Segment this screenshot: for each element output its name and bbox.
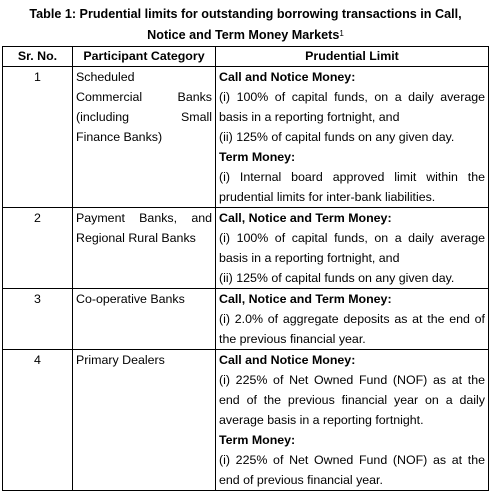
category-line: Finance Banks) <box>76 130 163 144</box>
sr-no-cell: 2 <box>3 208 73 289</box>
limit-heading: Call and Notice Money: <box>219 353 356 367</box>
caption-line-2-text: Notice and Term Money Markets <box>147 28 340 42</box>
limit-heading: Term Money: <box>219 150 296 164</box>
table-caption <box>0 0 491 46</box>
table-row <box>3 208 489 289</box>
participant-category-cell <box>73 208 216 289</box>
category-line: Payment Banks, and <box>76 211 212 225</box>
prudential-limit-cell <box>216 350 489 491</box>
limit-heading: Call, Notice and Term Money: <box>219 211 392 225</box>
sr-no-cell: 4 <box>3 350 73 491</box>
limit-item: (ii) 125% of capital funds on any given day. <box>219 271 455 285</box>
limit-heading: Call, Notice and Term Money: <box>219 292 392 306</box>
caption-line-1: Table 1: Prudential limits for outstanding borrowing transactions in Call, <box>29 7 462 21</box>
table-row <box>3 289 489 350</box>
prudential-limit-cell <box>216 289 489 350</box>
header-row <box>3 47 489 67</box>
sr-no-cell: 3 <box>3 289 73 350</box>
limit-item: (ii) 125% of capital funds on any given day. <box>219 130 455 144</box>
header-sr-no: Sr. No. <box>3 47 73 67</box>
limit-item: (i) Internal board approved limit within the prudential limits for inter-bank liabilities. <box>219 170 485 204</box>
limit-heading: Term Money: <box>219 433 296 447</box>
category-line: Primary Dealers <box>76 353 165 367</box>
limit-item: (i) 100% of capital funds, on a daily average basis in a reporting fortnight, and <box>219 90 485 124</box>
table-body <box>3 67 489 491</box>
participant-category-cell <box>73 67 216 208</box>
table-row <box>3 67 489 208</box>
category-line: Scheduled <box>76 70 135 84</box>
limit-item: (i) 225% of Net Owned Fund (NOF) as at the end of the previous financial year on a daily average basis in a reporting fortnight. <box>219 373 485 427</box>
caption-line-2 <box>0 25 491 46</box>
prudential-limit-cell <box>216 208 489 289</box>
limit-heading: Call and Notice Money: <box>219 70 356 84</box>
category-line: (including Small <box>76 110 212 124</box>
header-participant-category: Participant Category <box>73 47 216 67</box>
category-line: Commercial Banks <box>76 90 212 104</box>
prudential-limit-cell <box>216 67 489 208</box>
category-line: Regional Rural Banks <box>76 231 196 245</box>
participant-category-cell <box>73 289 216 350</box>
prudential-limits-table <box>2 46 489 491</box>
sr-no-cell: 1 <box>3 67 73 208</box>
header-prudential-limit: Prudential Limit <box>216 47 489 67</box>
category-line: Co-operative Banks <box>76 292 185 306</box>
table-row <box>3 350 489 491</box>
limit-item: (i) 100% of capital funds, on a daily average basis in a reporting fortnight, and <box>219 231 485 265</box>
limit-item: (i) 2.0% of aggregate deposits as at the end of the previous financial year. <box>219 312 485 346</box>
footnote-mark: 1 <box>339 29 344 38</box>
limit-item: (i) 225% of Net Owned Fund (NOF) as at the end of previous financial year. <box>219 453 485 487</box>
participant-category-cell <box>73 350 216 491</box>
